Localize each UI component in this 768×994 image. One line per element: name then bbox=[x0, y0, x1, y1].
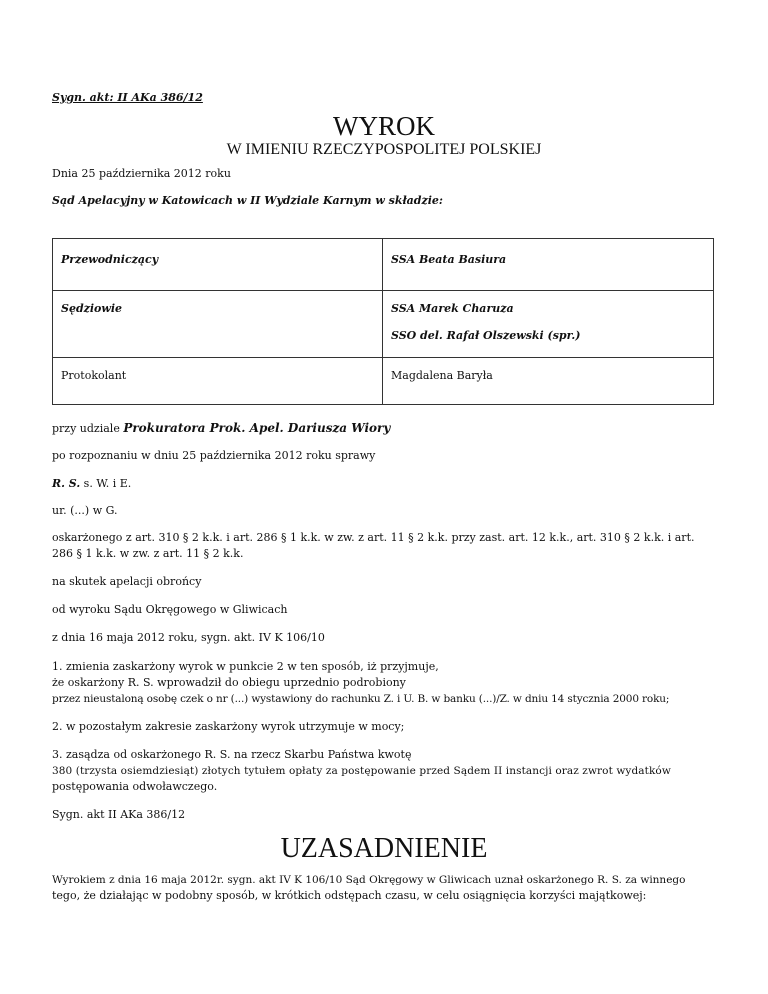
court-composition: Sąd Apelacyjny w Katowicach w II Wydziale Karnym w składzie: bbox=[52, 194, 443, 207]
judge-2-name: SSO del. Rafał Olszewski (spr.) bbox=[391, 329, 581, 342]
bench-table bbox=[52, 238, 714, 405]
birth-line: ur. (...) w G. bbox=[52, 504, 118, 517]
bench-row-clerk bbox=[53, 358, 714, 405]
presiding-label: Przewodniczący bbox=[61, 253, 159, 266]
justification-line-2: tego, że działając w podobny sposób, w krótkich odstępach czasu, w celu osiągnięcia korzyści majątkowej: bbox=[52, 889, 647, 902]
verdict-date: Dnia 25 października 2012 roku bbox=[52, 167, 231, 180]
lower-court-line: od wyroku Sądu Okręgowego w Gliwicach bbox=[52, 603, 288, 616]
point-1-line-1: 1. zmienia zaskarżony wyrok w punkcie 2 w ten sposób, iż przyjmuje, bbox=[52, 660, 439, 673]
participation-line bbox=[52, 420, 716, 437]
bench-row-presiding bbox=[53, 239, 714, 291]
charges-line-2: 286 § 1 k.k. w zw. z art. 11 § 2 k.k. bbox=[52, 547, 244, 560]
verdict-title: WYROK bbox=[333, 111, 435, 141]
justification-title: UZASADNIENIE bbox=[280, 833, 488, 864]
bench-row-judges bbox=[53, 291, 714, 358]
verdict-subtitle: W IMIENIU RZECZYPOSPOLITEJ POLSKIEJ bbox=[226, 141, 542, 158]
presiding-name: SSA Beata Basiura bbox=[391, 253, 507, 266]
clerk-label: Protokolant bbox=[61, 369, 127, 382]
point-3-line-2: 380 (trzysta osiemdziesiąt) złotych tytułem opłaty za postępowanie przed Sądem II instancji oraz zwrot wydatków bbox=[52, 765, 671, 777]
judge-1-name: SSA Marek Charuza bbox=[391, 302, 514, 315]
hearing-line: po rozpoznaniu w dniu 25 października 2012 roku sprawy bbox=[52, 449, 376, 462]
accused-line bbox=[52, 476, 716, 492]
clerk-name: Magdalena Baryła bbox=[391, 369, 493, 382]
point-3-line-3: postępowania odwoławczego. bbox=[52, 780, 218, 793]
appeal-line: na skutek apelacji obrońcy bbox=[52, 575, 202, 588]
case-signature: Sygn. akt: II AKa 386/12 bbox=[52, 91, 203, 104]
case-signature-2: Sygn. akt II AKa 386/12 bbox=[52, 808, 186, 821]
prosecutor-name: Prokuratora Prok. Apel. Dariusza Wiory bbox=[123, 421, 391, 435]
participation-prefix: przy udziale bbox=[52, 422, 124, 435]
charges-line-1: oskarżonego z art. 310 § 2 k.k. i art. 286 § 1 k.k. w zw. z art. 11 § 2 k.k. przy zast. art. 12 k.k., art. 310 § 2 k.k. i art. bbox=[52, 531, 695, 544]
accused-name: R. S. bbox=[52, 477, 81, 490]
point-1-line-3: przez nieustaloną osobę czek o nr (...) wystawiony do rachunku Z. i U. B. w banku (...)/Z. w dniu 14 stycznia 2000 roku; bbox=[52, 693, 670, 705]
lower-court-date-line: z dnia 16 maja 2012 roku, sygn. akt. IV K 106/10 bbox=[52, 631, 325, 644]
point-2: 2. w pozostałym zakresie zaskarżony wyrok utrzymuje w mocy; bbox=[52, 720, 405, 733]
point-1-line-2: że oskarżony R. S. wprowadził do obiegu uprzednio podrobiony bbox=[52, 676, 406, 689]
accused-parents: s. W. i E. bbox=[80, 477, 132, 490]
justification-line-1: Wyrokiem z dnia 16 maja 2012r. sygn. akt IV K 106/10 Sąd Okręgowy w Gliwicach uznał oskarżonego R. S. za winnego bbox=[52, 874, 686, 886]
point-3-line-1: 3. zasądza od oskarżonego R. S. na rzecz Skarbu Państwa kwotę bbox=[52, 748, 412, 761]
judges-label: Sędziowie bbox=[61, 302, 123, 315]
